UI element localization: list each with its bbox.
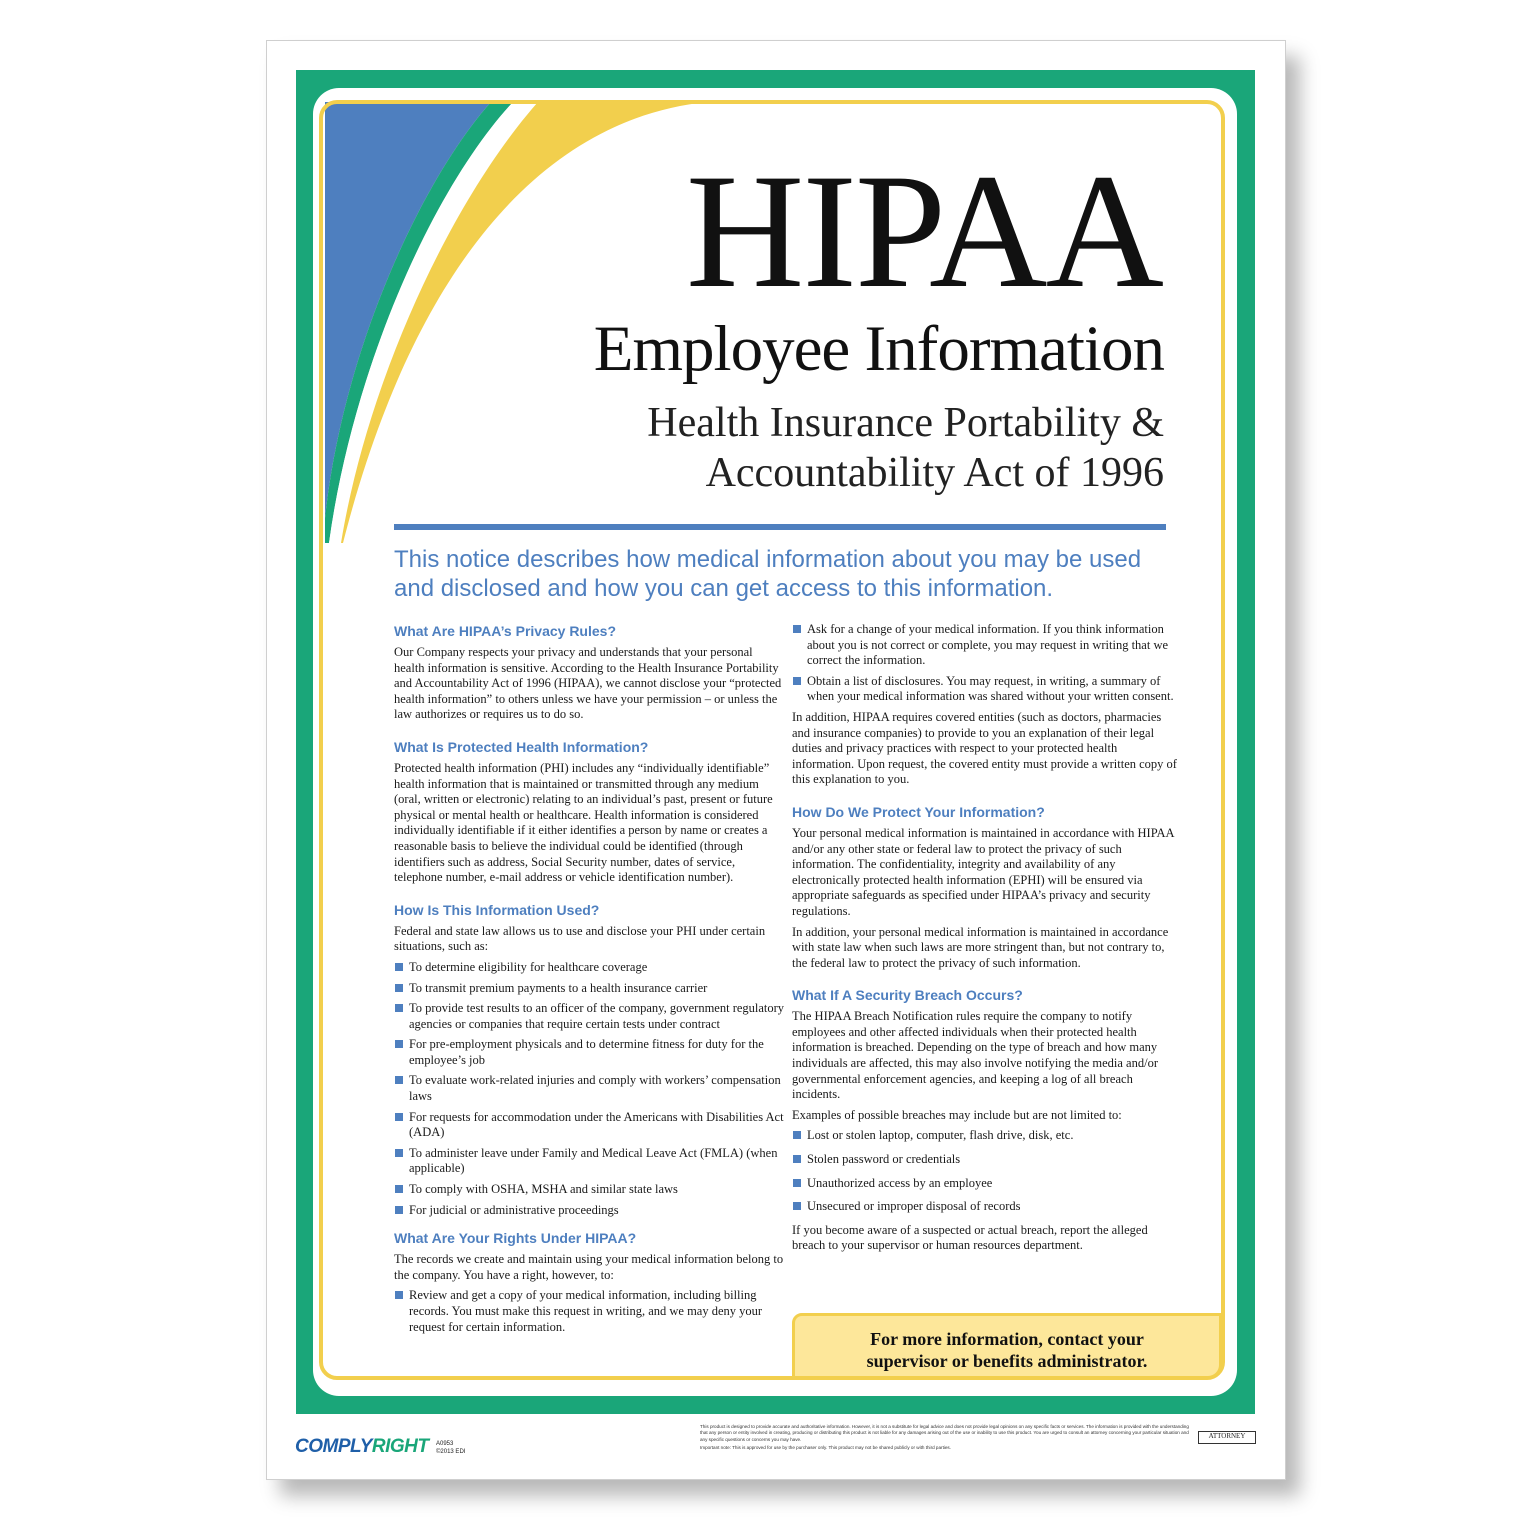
section-body-breach-3: If you become aware of a suspected or actual breach, report the alleged breach to your supervisor or human resources department. xyxy=(792,1222,1148,1253)
section-body-rights: The records we create and maintain using your medical information belong to the company. You have a right, however, to: xyxy=(394,1252,784,1282)
contact-text xyxy=(795,1328,1219,1372)
copyright-text: ©2013 EDI xyxy=(436,1449,466,1455)
list-item: Obtain a list of disclosures. You may request, in writing, a summary of when your medical information was shared without your written consent. xyxy=(792,674,1182,705)
section-heading-privacy-rules: What Are HIPAA’s Privacy Rules? xyxy=(394,623,616,639)
important-note: Important note: This is approved for use by the purchaser only. This product may not be shared publicly or with third parties. xyxy=(700,1445,951,1451)
rights-list-left xyxy=(394,1288,786,1335)
rights-addition: In addition, HIPAA requires covered entities (such as doctors, pharmacies and insurance companies) to provide to you an explanation of their legal duties and privacy practices with respect to your protected health information. Upon request, the covered entity must provide a written copy of this explanation to you. xyxy=(792,709,1177,787)
list-item: Unsecured or improper disposal of records xyxy=(792,1199,1182,1215)
section-heading-breach: What If A Security Breach Occurs? xyxy=(792,987,1023,1004)
attorney-approved-badge: ATTORNEY xyxy=(1198,1431,1256,1444)
section-heading-protect: How Do We Protect Your Information? xyxy=(792,803,1045,820)
list-item: To evaluate work-related injuries and comply with workers’ compensation laws xyxy=(394,1073,786,1104)
contact-callout xyxy=(792,1313,1222,1379)
complyright-logo xyxy=(295,1436,428,1458)
act-name xyxy=(647,398,1164,498)
poster-subtitle: Employee Information xyxy=(593,313,1164,385)
section-body-phi: Protected health information (PHI) includes any “individually identifiable” health information that is maintained or transmitted through any medium (oral, written or electronic) relating to an individual’s past, present or future physical or mental health or healthcare. Health information is considered individually identifiable if it either identifies a person by name or creates a reasonable basis to believe the individual could be identified (through identifiers such as address, Social Security number, dates of service, telephone number, e-mail address or vehicle identification number). xyxy=(394,760,773,885)
list-item: To administer leave under Family and Medical Leave Act (FMLA) (when applicable) xyxy=(394,1146,786,1177)
left-column xyxy=(394,622,786,1340)
uses-list xyxy=(394,960,786,1218)
contact-line-2: supervisor or benefits administrator. xyxy=(866,1351,1148,1371)
logo-part-right: RIGHT xyxy=(371,1436,429,1457)
poster-title: HIPAA xyxy=(685,141,1162,322)
section-body-privacy-rules: Our Company respects your privacy and understands that your personal health information is sensitive. According to the Health Insurance Portability and Accountability Act of 1996 (HIPAA), we cannot disclose your “protected health information” to others unless we have your permission – or unless the law authorizes or requires us to do so. xyxy=(394,645,782,722)
section-heading-info-used: How Is This Information Used? xyxy=(394,901,600,918)
list-item: For pre-employment physicals and to determine fitness for duty for the employee’s job xyxy=(394,1037,786,1068)
section-heading-rights: What Are Your Rights Under HIPAA? xyxy=(394,1230,637,1247)
breach-examples-list xyxy=(792,1128,1182,1214)
legal-fine-print xyxy=(700,1424,1190,1452)
section-body-info-used: Federal and state law allows us to use and disclose your PHI under certain situations, such as: xyxy=(394,923,766,954)
list-item: Stolen password or credentials xyxy=(792,1152,1182,1168)
act-line-2: Accountability Act of 1996 xyxy=(705,450,1164,496)
logo-part-comply: COMPLY xyxy=(295,1436,372,1457)
section-body-breach-2: Examples of possible breaches may include but are not limited to: xyxy=(792,1107,1122,1122)
list-item: Unauthorized access by an employee xyxy=(792,1176,1182,1192)
list-item: To determine eligibility for healthcare coverage xyxy=(394,960,786,976)
section-body-protect-2: In addition, your personal medical information is maintained in accordance with state law when such laws are more stringent than, but not contrary to, the federal law to protect the privacy of such information. xyxy=(792,924,1169,970)
rights-list-right xyxy=(792,622,1182,705)
list-item: To comply with OSHA, MSHA and similar state laws xyxy=(394,1182,786,1198)
list-item: Ask for a change of your medical information. If you think information about you is not correct or complete, you may request in writing that we correct the information. xyxy=(792,622,1182,669)
list-item: To transmit premium payments to a health insurance carrier xyxy=(394,981,786,997)
product-code-number: A0953 xyxy=(436,1441,454,1447)
header-divider xyxy=(394,524,1166,530)
list-item: For judicial or administrative proceedings xyxy=(394,1203,786,1219)
list-item: For requests for accommodation under the Americans with Disabilities Act (ADA) xyxy=(394,1110,786,1141)
list-item: Review and get a copy of your medical information, including billing records. You must make this request in writing, and we may deny your request for certain information. xyxy=(394,1288,786,1335)
list-item: Lost or stolen laptop, computer, flash drive, disk, etc. xyxy=(792,1128,1182,1144)
list-item: To provide test results to an officer of the company, government regulatory agencies or companies that require certain tests under contract xyxy=(394,1001,786,1032)
lead-notice: This notice describes how medical information about you may be used and disclosed and how you can get access to this information. xyxy=(394,546,1142,602)
disclaimer-text: This product is designed to provide accurate and authoritative information. However, it is not a substitute for legal advice and does not provide legal opinions on any specific facts or services. The information is provided with the understanding that any person or entity involved in creating, producing or distributing this product is not liable for any damages arising out of the use or inability to use this product. You are urged to consult an attorney concerning your particular situation and any specific questions or concerns you may have. xyxy=(700,1424,1189,1442)
product-code xyxy=(436,1440,465,1456)
section-body-protect-1: Your personal medical information is maintained in accordance with HIPAA and/or any other state or federal law to protect the privacy of such information. The confidentiality, integrity and availability of any electronically protected health information (EPHI) will be ensured via appropriate safeguards as specified under HIPAA’s privacy and security regulations. xyxy=(792,825,1174,918)
section-body-breach-1: The HIPAA Breach Notification rules require the company to notify employees and other affected individuals when their protected health information is breached. Depending on the type of breach and how many individuals are affected, this may also involve notifying the media and/or governmental enforcement agencies, and keeping a log of all breach incidents. xyxy=(792,1009,1158,1102)
act-line-1: Health Insurance Portability & xyxy=(647,400,1164,446)
contact-line-1: For more information, contact your xyxy=(870,1329,1144,1349)
right-column xyxy=(792,622,1182,1259)
section-heading-phi: What Is Protected Health Information? xyxy=(394,738,649,755)
